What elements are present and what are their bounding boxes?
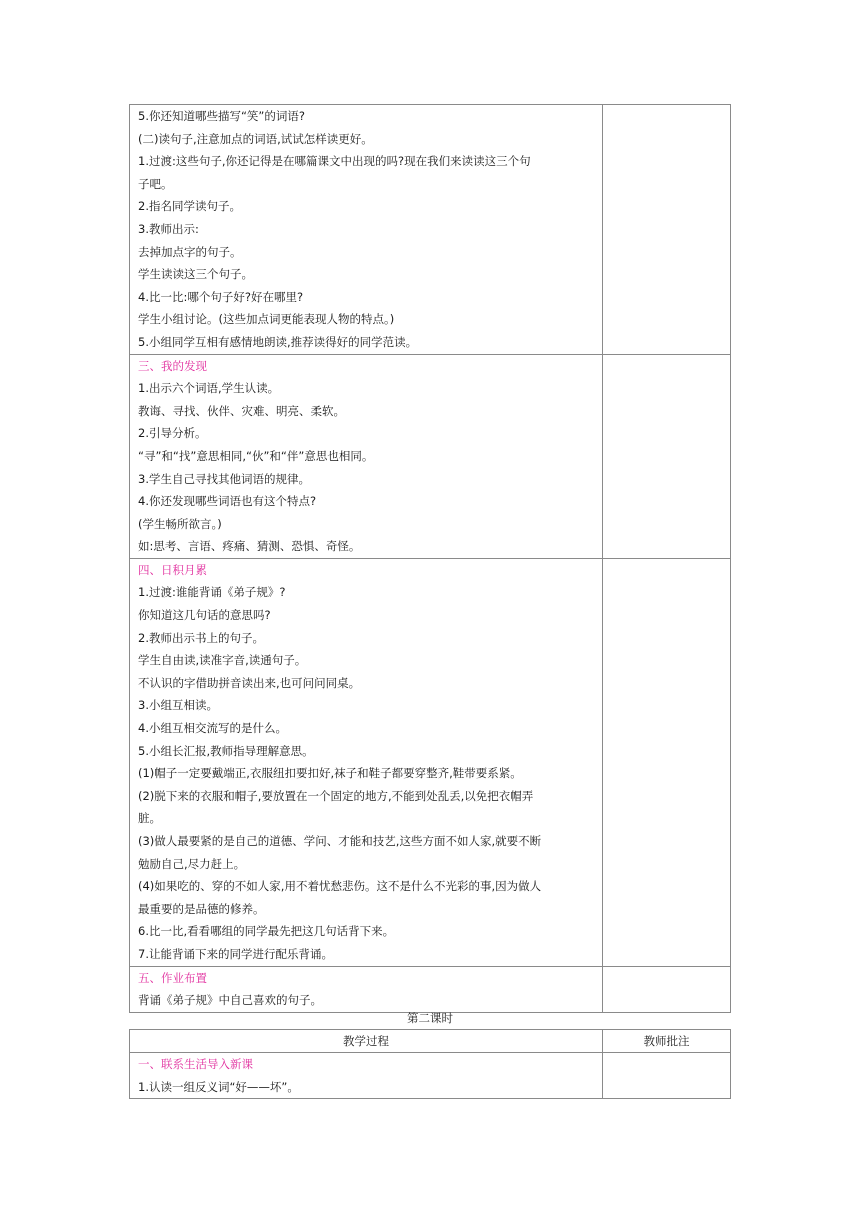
content-line: 5.小组同学互相有感情地朗读,推荐读得好的同学范读。 [138,334,418,349]
table-header-row [130,1030,731,1053]
teacher-notes-cell [603,558,731,966]
content-line: (3)做人最要紧的是自己的道德、学问、才能和技艺,这些方面不如人家,就要不断 [138,834,542,848]
content-line: 1.过渡:这些句子,你还记得是在哪篇课文中出现的吗?现在我们来读读这三个句 [138,154,531,169]
content-line: 去掉加点字的句子。 [138,244,242,259]
content-line: (2)脱下来的衣服和帽子,要放置在一个固定的地方,不能到处乱丢,以免把衣帽弄 [138,788,534,803]
content-line: 4.比一比:哪个句子好?好在哪里? [138,289,304,304]
header-teacher-notes: 教师批注 [603,1030,731,1053]
section-heading: 四、日积月累 [138,562,207,577]
section-row [130,966,731,1012]
content-line: 你知道这几句话的意思吗? [138,608,271,623]
teacher-notes-cell [603,354,731,558]
content-line: 1.过渡:谁能背诵《弟子规》? [138,585,286,600]
teacher-notes-cell [603,1053,731,1099]
teacher-notes-cell [603,966,731,1012]
content-line: 3.小组互相读。 [138,698,218,713]
content-line: (4)如果吃的、穿的不如人家,用不着忧愁悲伤。这不是什么不光彩的事,因为做人 [138,879,542,894]
content-line: 4.你还发现哪些词语也有这个特点? [138,494,317,509]
content-line: “寻”和“找”意思相同,“伙”和“伴”意思也相同。 [138,448,374,463]
content-line: (1)帽子一定要戴端正,衣服纽扣要扣好,袜子和鞋子都要穿整齐,鞋带要系紧。 [138,766,522,781]
content-line: 2.教师出示书上的句子。 [138,630,264,645]
content-line: 3.教师出示: [138,221,199,236]
section-heading: 一、联系生活导入新课 [138,1057,253,1071]
content-line: 学生读读这三个句子。 [138,267,253,282]
section-row [130,1053,731,1099]
content-line: 不认识的字借助拼音读出来,也可问问同桌。 [138,675,361,690]
content-line: 2.引导分析。 [138,426,207,441]
section-row [130,354,731,558]
content-line: 背诵《弟子规》中自己喜欢的句子。 [138,993,322,1008]
content-line: 子吧。 [138,176,173,191]
process-cell [130,105,603,355]
content-line: 6.比一比,看看哪组的同学最先把这几句话背下来。 [138,924,395,939]
content-line: 脏。 [138,811,161,826]
content-line: 1.出示六个词语,学生认读。 [138,381,280,396]
content-line: 5.你还知道哪些描写“笑”的词语? [138,109,305,123]
content-line: 2.指名同学读句子。 [138,199,241,214]
process-cell [130,354,603,558]
content-line: 3.学生自己寻找其他词语的规律。 [138,471,310,486]
content-line: 教诲、寻找、伙伴、灾难、明亮、柔软。 [138,403,345,418]
content-line: 如:思考、言语、疼痛、猜测、恐惧、奇怪。 [138,539,361,554]
section-row [130,105,731,355]
content-line: 最重要的是品德的修养。 [138,901,265,916]
process-cell [130,558,603,966]
section-heading: 三、我的发现 [138,358,207,373]
content-line: 4.小组互相交流写的是什么。 [138,721,287,736]
lesson-table-2 [129,1029,731,1099]
section-heading: 五、作业布置 [138,970,207,985]
content-line: 学生自由读,读准字音,读通句子。 [138,653,307,668]
content-line: 1.认读一组反义词“好——坏”。 [138,1079,299,1094]
content-line: (学生畅所欲言。) [138,516,222,531]
section-row [130,558,731,966]
teacher-notes-cell [603,105,731,355]
content-line: 5.小组长汇报,教师指导理解意思。 [138,743,314,758]
content-line: (二)读句子,注意加点的词语,试试怎样读更好。 [138,131,373,146]
process-cell [130,1053,603,1099]
content-line: 7.让能背诵下来的同学进行配乐背诵。 [138,946,333,961]
process-cell [130,966,603,1012]
header-teaching-process: 教学过程 [130,1030,603,1053]
content-line: 勉励自己,尽力赶上。 [138,856,246,871]
lesson-table-1 [129,104,731,1013]
content-line: 学生小组讨论。(这些加点词更能表现人物的特点。) [138,312,395,327]
lesson-2-title: 第二课时 [407,1011,453,1025]
